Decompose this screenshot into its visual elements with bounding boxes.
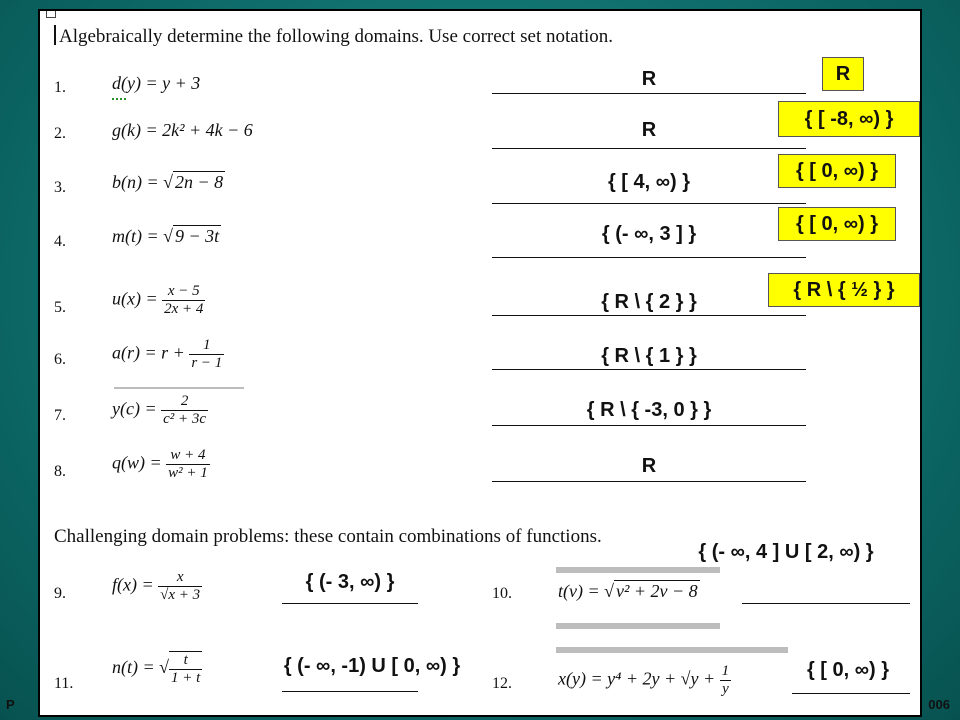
problem-9-function: f(x) = $\frac{x}{√x + 3}$ xyxy=(112,569,201,603)
hint-box-3: { [ 0, ∞) } xyxy=(778,154,896,188)
problem-number: 7. xyxy=(54,407,66,424)
answer-line xyxy=(492,425,806,426)
problem-7-answer: { R \ { -3, 0 } } xyxy=(586,399,712,421)
problem-1-answer: R xyxy=(641,68,657,90)
answer-line xyxy=(492,93,806,94)
problem-12-answer: { [ 0, ∞) } xyxy=(806,659,890,681)
answer-line xyxy=(282,691,418,692)
problem-number: 3. xyxy=(54,179,66,196)
answer-line xyxy=(282,603,418,604)
hint-box-2: { [ -8, ∞) } xyxy=(778,101,920,137)
problem-11-function: n(t) = √ $\frac{t}{1 + t}$ xyxy=(112,652,201,686)
text-cursor xyxy=(54,25,56,45)
problem-10-function: t(v) = √ v² + 2v − 8 xyxy=(558,581,698,601)
answer-line xyxy=(492,203,806,204)
problem-2-answer: R xyxy=(641,119,657,141)
answer-line xyxy=(492,369,806,370)
answer-line xyxy=(492,315,806,316)
problem-number: 4. xyxy=(54,233,66,250)
answer-line xyxy=(492,481,806,482)
spellcheck-underline xyxy=(112,95,126,100)
problem-number: 10. xyxy=(492,585,512,602)
shaded-bar xyxy=(556,567,720,573)
problem-8-answer: R xyxy=(641,455,657,477)
hint-box-1: R xyxy=(822,57,864,91)
problem-7-function: y(c) = $\frac{2}{\text{c² + 3c}}$ xyxy=(112,393,207,427)
problem-number: 2. xyxy=(54,125,66,142)
shaded-bar xyxy=(556,647,788,653)
problem-8-function: q(w) = $\frac{w + 4}{\text{w² + 1}}$ xyxy=(112,447,208,481)
answer-line xyxy=(792,693,910,694)
page-corner-mark xyxy=(46,11,56,18)
challenge-heading: Challenging domain problems: these contain combinations of functions. xyxy=(54,526,602,547)
problem-4-answer: { (- ∞, 3 ] } xyxy=(601,223,697,245)
problem-10-answer: { (- ∞, 4 ] U [ 2, ∞) } xyxy=(698,541,874,563)
answer-line xyxy=(742,603,910,604)
problem-3-function: b(n) = √ 2n − 8 xyxy=(112,172,224,192)
problem-number: 11. xyxy=(54,675,74,692)
problem-number: 9. xyxy=(54,585,66,602)
problem-5-function: u(x) = $\frac{x - 5}{2x + 4}$ xyxy=(112,283,204,317)
problem-number: 1. xyxy=(54,79,66,96)
problem-number: 5. xyxy=(54,299,66,316)
worksheet-heading: Algebraically determine the following domains. Use correct set notation. xyxy=(54,25,613,48)
problem-6-function: a(r) = r + $\frac{1}{r - 1}$ xyxy=(112,337,223,371)
footer-left-text: P xyxy=(6,697,15,712)
footer-right-text: 006 xyxy=(928,697,950,712)
shaded-bar xyxy=(556,623,720,629)
problem-2-function: g(k) = 2k² + 4k − 6 xyxy=(112,120,253,140)
problem-9-answer: { (- 3, ∞) } xyxy=(305,571,395,593)
problem-11-answer: { (- ∞, -1) U [ 0, ∞) } xyxy=(283,655,461,677)
problem-number: 6. xyxy=(54,351,66,368)
problem-number: 12. xyxy=(492,675,512,692)
problem-12-function: x(y) = y⁴ + 2y + √y + $\frac{1}{y}$ xyxy=(558,663,730,697)
divider xyxy=(114,387,244,389)
problem-1-function: d(y) = y + 3 xyxy=(112,73,201,93)
problem-4-function: m(t) = √ 9 − 3t xyxy=(112,226,220,246)
hint-box-5: { R \ { ½ } } xyxy=(768,273,920,307)
problem-number: 8. xyxy=(54,463,66,480)
hint-box-4: { [ 0, ∞) } xyxy=(778,207,896,241)
problem-3-answer: { [ 4, ∞) } xyxy=(607,171,691,193)
answer-line xyxy=(492,257,806,258)
answer-line xyxy=(492,148,806,149)
problem-5-answer: { R \ { 2 } } xyxy=(601,291,697,313)
worksheet xyxy=(38,9,922,717)
problem-6-answer: { R \ { 1 } } xyxy=(601,345,697,367)
